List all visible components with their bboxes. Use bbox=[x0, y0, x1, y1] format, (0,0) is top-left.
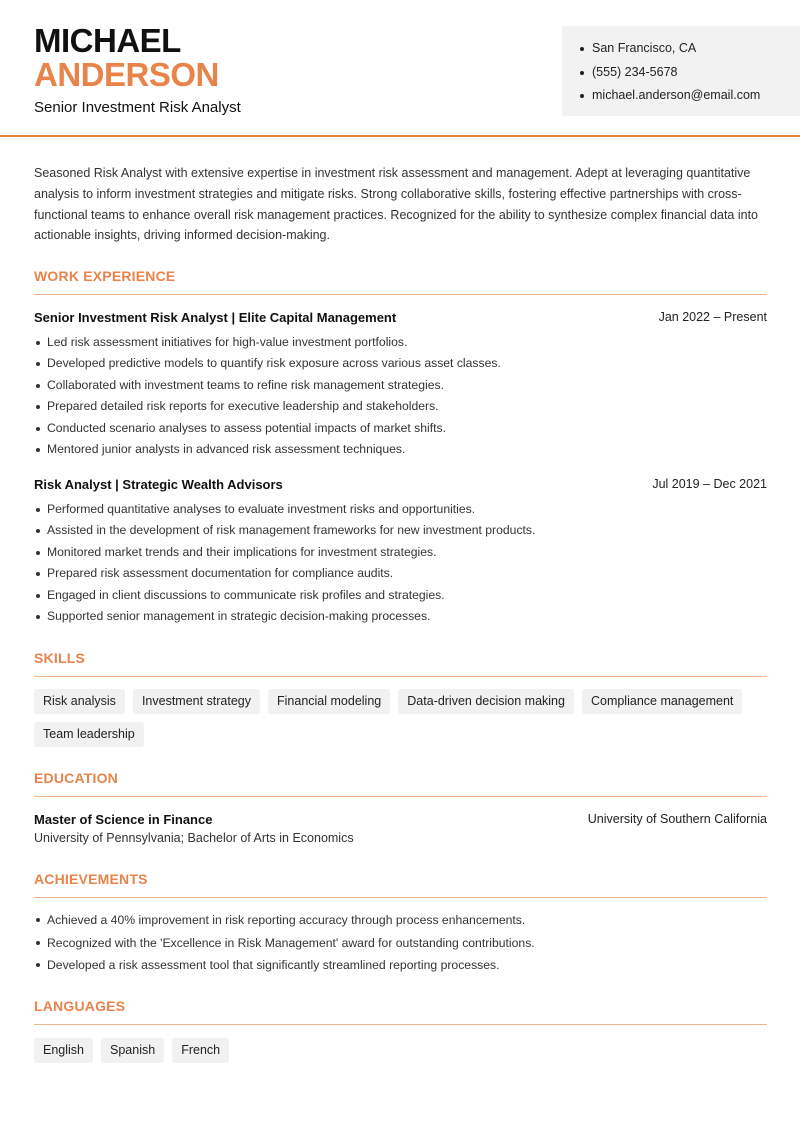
list-item: Engaged in client discussions to communicate risk profiles and strategies. bbox=[34, 585, 766, 606]
section-divider bbox=[34, 676, 767, 677]
list-item: Developed predictive models to quantify risk exposure across various asset classes. bbox=[34, 353, 766, 374]
contact-email[interactable]: michael.anderson@email.com bbox=[580, 84, 800, 108]
section-title-education: EDUCATION bbox=[34, 770, 118, 786]
education-degree: Master of Science in Finance bbox=[34, 812, 213, 827]
list-item: Conducted scenario analyses to assess potential impacts of market shifts. bbox=[34, 418, 766, 439]
job-title: Senior Investment Risk Analyst | Elite Capital Management bbox=[34, 310, 397, 325]
job-dates: Jul 2019 – Dec 2021 bbox=[652, 477, 767, 491]
job-bullets bbox=[34, 499, 766, 627]
section-title-achievements: ACHIEVEMENTS bbox=[34, 871, 148, 887]
contact-box bbox=[562, 26, 800, 116]
job-title: Risk Analyst | Strategic Wealth Advisors bbox=[34, 477, 283, 492]
achievements-list bbox=[34, 909, 766, 977]
list-item: Performed quantitative analyses to evaluate investment risks and opportunities. bbox=[34, 499, 766, 520]
list-item: Recognized with the 'Excellence in Risk Management' award for outstanding contributions. bbox=[34, 932, 766, 955]
language-chip: English bbox=[34, 1038, 93, 1063]
job-role: Senior Investment Risk Analyst bbox=[34, 99, 241, 116]
skill-chip: Team leadership bbox=[34, 722, 144, 747]
contact-phone: (555) 234-5678 bbox=[580, 61, 800, 85]
section-title-languages: LANGUAGES bbox=[34, 998, 126, 1014]
list-item: Prepared detailed risk reports for executive leadership and stakeholders. bbox=[34, 396, 766, 417]
list-item: Monitored market trends and their implications for investment strategies. bbox=[34, 542, 766, 563]
skill-chip: Data-driven decision making bbox=[398, 689, 574, 714]
skill-chip: Financial modeling bbox=[268, 689, 390, 714]
language-chip: Spanish bbox=[101, 1038, 164, 1063]
section-title-skills: SKILLS bbox=[34, 650, 85, 666]
list-item: Mentored junior analysts in advanced risk assessment techniques. bbox=[34, 439, 766, 460]
list-item: Collaborated with investment teams to refine risk management strategies. bbox=[34, 375, 766, 396]
list-item: Prepared risk assessment documentation for compliance audits. bbox=[34, 563, 766, 584]
skill-chip: Compliance management bbox=[582, 689, 742, 714]
section-divider bbox=[34, 796, 767, 797]
language-chip: French bbox=[172, 1038, 229, 1063]
first-name: MICHAEL bbox=[34, 22, 181, 59]
languages-list bbox=[34, 1038, 774, 1063]
list-item: Supported senior management in strategic decision-making processes. bbox=[34, 606, 766, 627]
job-bullets bbox=[34, 332, 766, 460]
list-item: Assisted in the development of risk management frameworks for new investment products. bbox=[34, 520, 766, 541]
section-divider bbox=[34, 897, 767, 898]
last-name: ANDERSON bbox=[34, 56, 219, 93]
skills-list bbox=[34, 689, 774, 747]
list-item: Developed a risk assessment tool that significantly streamlined reporting processes. bbox=[34, 954, 766, 977]
education-school: University of Southern California bbox=[587, 812, 767, 826]
contact-location: San Francisco, CA bbox=[580, 37, 800, 61]
summary-text: Seasoned Risk Analyst with extensive expertise in investment risk assessment and management. Adept at leveraging quantitative analysis to inform investment strategies and mitigate risks. Strong collaborative skills, fostering effective partnerships with cross-functional teams to enhance overall risk management practices. Recognized for the ability to synthesize complex financial data into actionable insights, driving informed decision-making. bbox=[34, 166, 758, 243]
job-dates: Jan 2022 – Present bbox=[658, 310, 767, 324]
list-item: Led risk assessment initiatives for high-value investment portfolios. bbox=[34, 332, 766, 353]
section-divider bbox=[34, 1024, 767, 1025]
section-divider bbox=[34, 294, 767, 295]
resume-header bbox=[0, 0, 800, 137]
skill-chip: Investment strategy bbox=[133, 689, 260, 714]
education-detail: University of Pennsylvania; Bachelor of Arts in Economics bbox=[34, 831, 354, 845]
skill-chip: Risk analysis bbox=[34, 689, 125, 714]
list-item: Achieved a 40% improvement in risk reporting accuracy through process enhancements. bbox=[34, 909, 766, 932]
section-title-work: WORK EXPERIENCE bbox=[34, 268, 176, 284]
